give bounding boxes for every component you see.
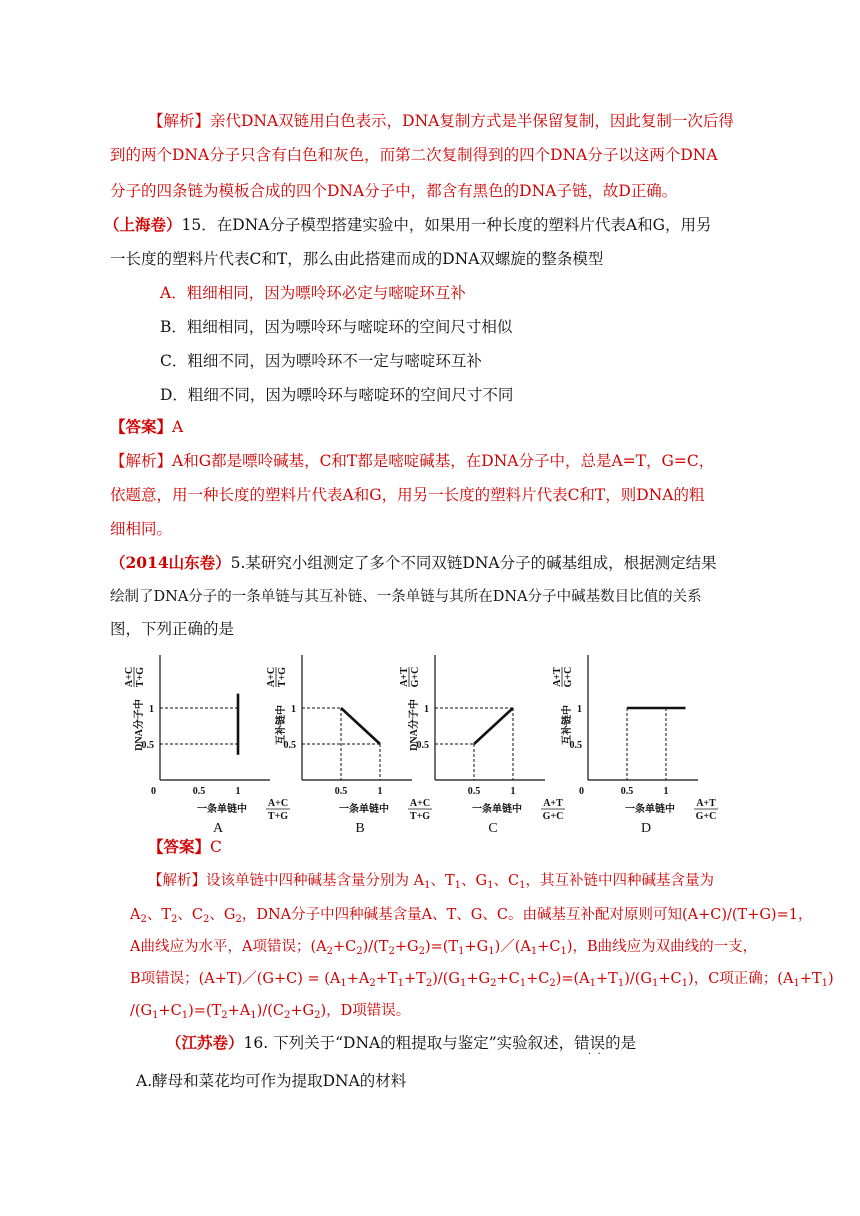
y-axis-fraction-denominator: T+G [135,666,146,688]
y-axis-fraction-numerator: A+T [399,667,410,687]
question-5-explanation-line5: $/(G_1+C_1)=(T_2+A_1)/(C_2+G_2)$，D项错误。 [130,1003,411,1021]
answer-value: C [210,838,222,856]
answer-value: A [172,418,184,436]
explanation-prev-line2: 到的两个DNA分子只含有白色和灰色，而第二次复制得到的四个DNA分子以这两个DNA [110,146,718,164]
y-axis-label [399,667,421,688]
x-axis-fraction-numerator: A+T [696,798,716,809]
explanation-prev-line1: 【解析】亲代DNA双链用白色表示，DNA复制方式是半保留复制，因此复制一次后得 [148,112,734,130]
question-5-explanation-line1: 【解析】设该单链中四种碱基含量分别为 $A_1$、$T_1$、$G_1$、$C_1$，其互补链中四种碱基含量为 [148,873,714,891]
question-5-explanation-line4: B项错误；(A+T)／(G+C) = $(A_1+A_2+T_1+T_2)/(G_1+G_2+C_1+C_2)=(A_1+T_1)/(G_1+C_1)$，C项正确；$(A_1+T_1)$ [130,971,834,989]
y-axis-fraction-numerator: A+T [552,667,563,687]
x-tick-label: 0.5 [620,786,634,797]
y-axis-side-text: DNA分子中 [409,699,420,751]
x-axis-label: 一条单链中 [197,804,247,815]
question-15-option-c: C．粗细不同，因为嘌呤环不一定与嘧啶环互补 [160,352,482,370]
x-axis-fraction-numerator: A+T [543,798,563,809]
question-15-source: （上海卷） [104,215,182,234]
question-5-stem-line1: 5.某研究小组测定了多个不同双链DNA分子的碱基组成，根据测定结果 [230,554,717,572]
y-axis-fraction-denominator: G+C [410,666,421,688]
question-5-stem-line3: 图，下列正确的是 [110,620,235,638]
y-axis-fraction-numerator: A+C [266,666,277,688]
x-tick-label: 0.5 [334,786,348,797]
question-15-option-d: D．粗细不同，因为嘌呤环与嘧啶环的空间尺寸不同 [160,386,514,404]
question-15-explanation-line1: 【解析】A和G都是嘌呤碱基，C和T都是嘧啶碱基，在DNA分子中，总是A=T，G=C， [110,452,715,470]
chart-d-svg [548,645,728,836]
y-tick-label: 0.5 [141,740,154,751]
answer-label: 【答案】 [148,837,211,856]
x-axis-label: 一条单链中 [472,804,522,815]
y-tick-label: 1 [149,704,154,715]
x-tick-label: 0.5 [467,786,481,797]
series-line [341,708,380,744]
question-5-explanation-line3: A曲线应为水平，A项错误；$(A_2+C_2)/(T_2+G_2)=(T_1+G_1)/(A_1+C_1)$，B曲线应为双曲线的一支， [130,939,758,957]
x-axis-fraction-denominator: T+G [409,811,431,822]
x-tick-label: 1 [235,786,241,797]
x-tick-label: 0 [579,786,584,797]
y-axis-side-label [274,705,287,745]
y-tick-label: 0.5 [569,740,582,751]
question-16 [166,1032,636,1054]
y-tick-label: 0.5 [283,740,296,751]
y-tick-label: 1 [424,704,429,715]
y-axis-fraction-denominator: T+G [277,666,288,688]
x-tick-label: 0 [151,786,156,797]
y-axis-side-text: 互补链中 [276,705,287,745]
panel-letter: D [640,821,652,836]
x-axis-fraction-numerator: A+C [409,798,431,809]
y-tick-label: 0.5 [416,740,429,751]
question-15-stem-line2: 一长度的塑料片代表C和T，那么由此搭建而成的DNA双螺旋的整条模型 [110,250,604,268]
x-axis-fraction-denominator: T+G [267,811,289,822]
y-axis-label [266,667,288,687]
emphasis-dots: · · [588,1049,601,1060]
question-16-option-a: A.酵母和菜花均可作为提取DNA的材料 [136,1072,407,1090]
answer-label: 【答案】 [110,417,173,436]
y-axis-fraction-denominator: G+C [563,666,574,688]
y-axis-side-text: DNA分子中 [134,699,145,751]
question-15-stem-line1: 15．在DNA分子模型搭建实验中，如果用一种长度的塑料片代表A和G，用另 [181,216,712,234]
x-axis-label: 一条单链中 [625,804,675,815]
x-axis-fraction-denominator: G+C [695,811,717,822]
panel-letter: A [212,821,224,836]
series-line [474,708,513,744]
question-5-stem-line2: 绘制了DNA分子的一条单链与其互补链、一条单链与其所在DNA分子中碱基数目比值的关系 [110,589,702,605]
question-5 [110,552,717,574]
question-15-answer [110,416,183,438]
x-tick-label: 1 [510,786,516,797]
x-axis-fraction-denominator: G+C [542,811,564,822]
y-axis-side-text: 互补链中 [562,705,573,745]
y-tick-label: 1 [577,704,582,715]
chart-d [548,645,728,834]
y-axis-label [124,667,146,687]
question-15-option-a: A．粗细相同，因为嘌呤环必定与嘧啶环互补 [160,284,466,302]
question-15-option-b: B．粗细相同，因为嘌呤环与嘧啶环的空间尺寸相似 [160,318,513,336]
x-axis-fraction-numerator: A+C [267,798,289,809]
x-tick-label: 1 [377,786,383,797]
question-15-explanation-line2: 依题意，用一种长度的塑料片代表A和G，用另一长度的塑料片代表C和T，则DNA的粗 [110,486,705,504]
panel-letter: C [488,821,498,836]
question-5-source: （2014山东卷） [110,553,231,572]
question-16-stem: 16. 下列关于“DNA的粗提取与鉴定”实验叙述，错误的是 [243,1034,637,1052]
question-16-source: （江苏卷） [166,1033,244,1052]
x-tick-label: 1 [663,786,669,797]
question-5-explanation-line2: $A_2$、$T_2$、$C_2$、$G_2$，DNA分子中四种碱基含量A、T、G、C。由碱基互补配对原则可知(A+C)/(T+G)=1， [130,907,813,925]
x-tick-label: 0.5 [192,786,206,797]
question-15 [104,214,712,236]
y-axis-side-label [560,705,573,745]
x-axis-label: 一条单链中 [339,804,389,815]
question-15-explanation-line3: 细相同。 [110,520,173,538]
explanation-prev-line3: 分子的四条链为模板合成的四个DNA分子中，都含有黑色的DNA子链，故D正确。 [110,182,678,200]
y-axis-fraction-numerator: A+C [124,666,135,688]
question-5-answer [148,836,222,858]
y-axis-label [552,667,574,688]
panel-letter: B [355,821,365,836]
y-tick-label: 1 [291,704,296,715]
